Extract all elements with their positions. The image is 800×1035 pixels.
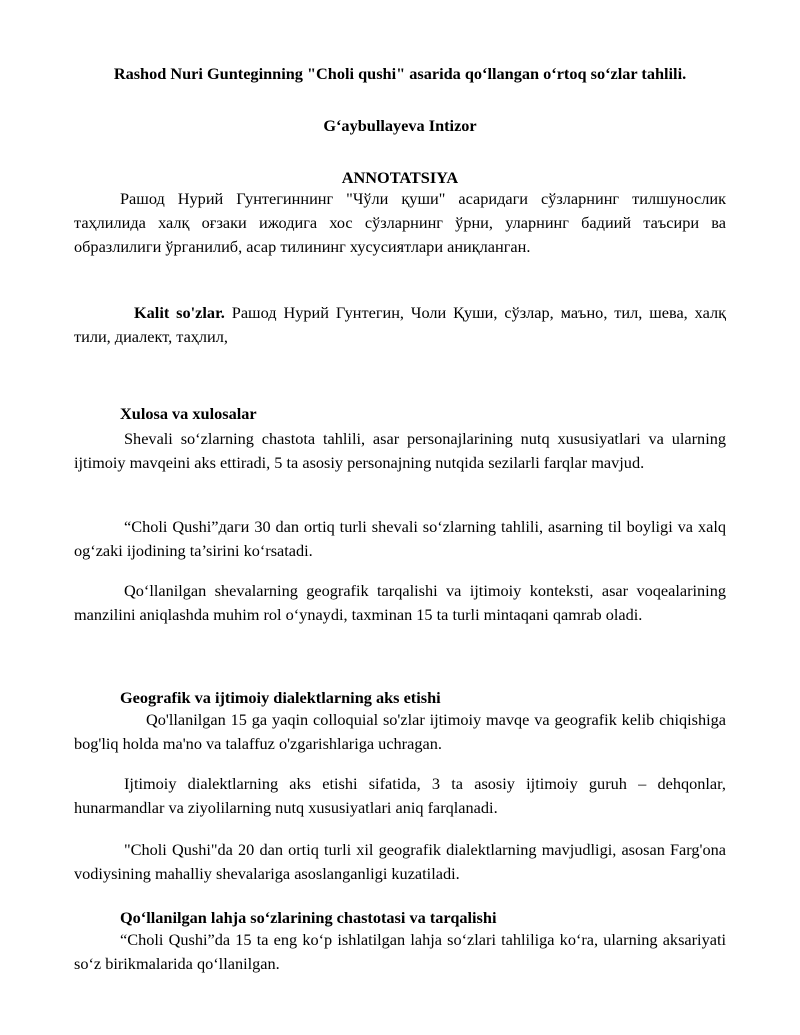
keywords-list: Рашод Нурий Гунтегин, Чоли Қуши, сўзлар, маъно, тил, шева, халқ тили, диалект, таҳлил,: [74, 303, 726, 347]
section-heading-conclusions: Xulosa va xulosalar: [120, 404, 257, 423]
annotation-heading: ANNOTATSIYA: [341, 168, 459, 187]
paragraph: “Choli Qushi”da 15 ta eng ko‘p ishlatilgan lahja so‘zlari tahliliga ko‘ra, ularning aksariyati so‘z birikmalarida qo‘llanilgan.: [74, 930, 726, 974]
paragraph: Qo'llanilgan 15 ga yaqin colloquial so'zlar ijtimoiy mavqe va geografik kelib chiqishiga bog'liq holda ma'no va talaffuz o'zgarishlariga uchragan.: [74, 710, 726, 754]
paragraph: Shevali so‘zlarning chastota tahlili, asar personajlarining nutq xususiyatlari va ularning ijtimoiy mavqeini aks ettiradi, 5 ta asosiy personajning nutqida sezilarli farqlar mavjud.: [74, 429, 726, 473]
annotation-paragraph: Рашод Нурий Гунтегиннинг "Чўли қуши" асаридаги сўзларнинг тилшунослик таҳлилида халқ оғзаки ижодига хос сўзларнинг ўрни, уларнинг бадиий таъсири ва образлилиги ўрганилиб, асар тилининг хусусиятлари аниқланган.: [74, 189, 726, 257]
section-heading-frequency: Qo‘llanilgan lahja so‘zlarining chastotasi va tarqalishi: [120, 908, 497, 927]
author-name: G‘aybullayeva Intizor: [323, 116, 477, 135]
section-heading-dialects: Geografik va ijtimoiy dialektlarning aks etishi: [120, 688, 441, 707]
document-title: Rashod Nuri Gunteginning "Choli qushi" asarida qo‘llangan o‘rtoq so‘zlar tahlili.: [113, 64, 687, 83]
paragraph: “Choli Qushi”даги 30 dan ortiq turli shevali so‘zlarning tahlili, asarning til boyligi va xalq og‘zaki ijodining ta’sirini ko‘rsatadi.: [74, 517, 726, 561]
keywords-label: Kalit so'zlar.: [134, 303, 225, 322]
paragraph: "Choli Qushi"da 20 dan ortiq turli xil geografik dialektlarning mavjudligi, asosan Farg'ona vodiysining mahalliy shevalariga asoslanganligi kuzatiladi.: [74, 840, 726, 884]
paragraph: Qo‘llanilgan shevalarning geografik tarqalishi va ijtimoiy konteksti, asar voqealarining manzilini aniqlashda muhim rol o‘ynaydi, taxminan 15 ta turli mintaqani qamrab oladi.: [74, 581, 726, 625]
keywords-paragraph: [74, 301, 726, 349]
paragraph: Ijtimoiy dialektlarning aks etishi sifatida, 3 ta asosiy ijtimoiy guruh – dehqonlar, hunarmandlar va ziyolilarning nutq xususiyatlari aniq farqlanadi.: [74, 774, 726, 818]
